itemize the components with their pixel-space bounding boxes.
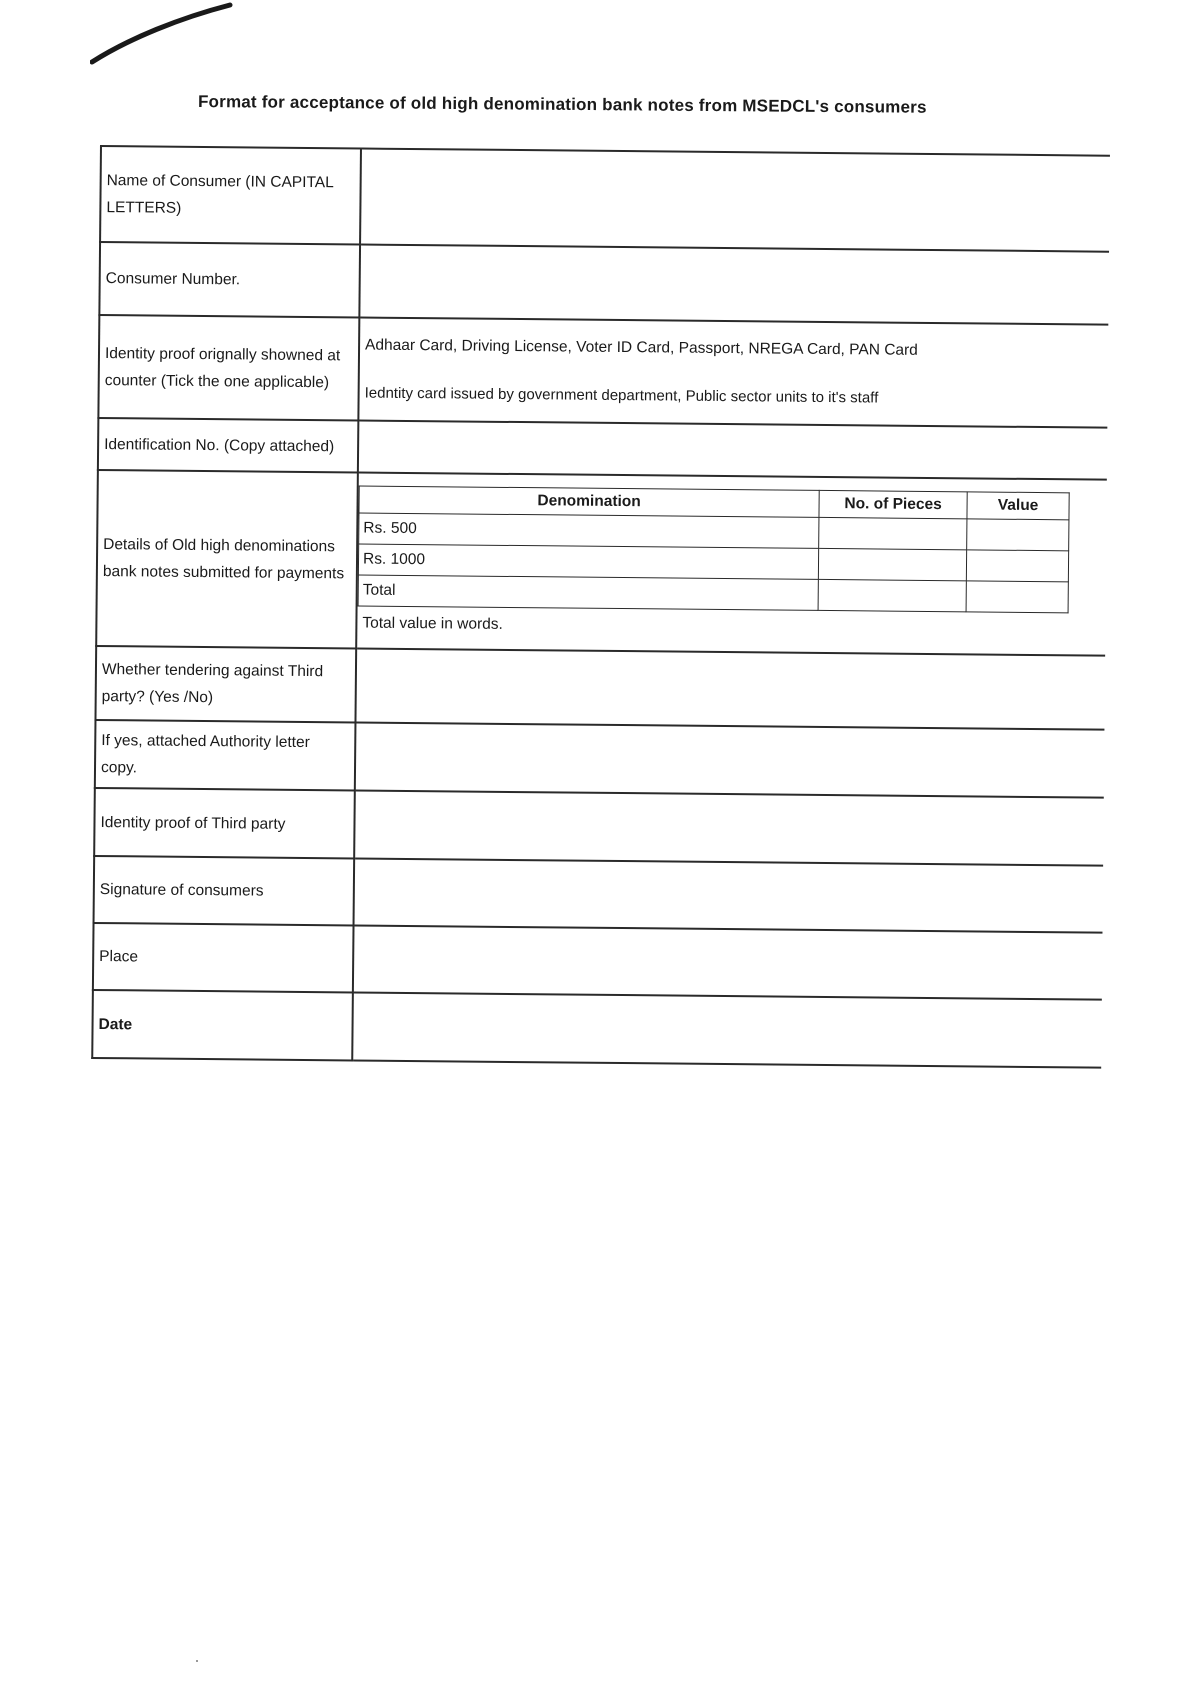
denomination-1000: Rs. 1000 — [358, 544, 818, 579]
header-value: Value — [967, 491, 1069, 519]
pieces-1000-field[interactable] — [818, 548, 966, 580]
label-authority-letter: If yes, attached Authority letter copy. — [95, 720, 356, 790]
field-third-party-id[interactable] — [354, 790, 1104, 865]
row-third-party-id — [94, 788, 1104, 866]
label-signature: Signature of consumers — [94, 856, 355, 925]
row-third-party — [95, 646, 1105, 730]
label-notes-details: Details of Old high denominations bank notes submitted for payments — [96, 470, 358, 648]
label-third-party: Whether tendering against Third party? (Yes /No) — [95, 646, 356, 722]
label-third-party-id: Identity proof of Third party — [94, 788, 355, 858]
field-date[interactable] — [352, 992, 1102, 1067]
header-denomination: Denomination — [359, 486, 819, 517]
acceptance-form — [91, 145, 1110, 1069]
denomination-total: Total — [358, 575, 818, 610]
field-identification-no[interactable] — [358, 420, 1107, 479]
total-value-in-words[interactable]: Total value in words. — [362, 614, 503, 633]
pen-stroke-mark — [90, 0, 250, 75]
row-identification-no — [98, 418, 1107, 480]
field-identity-proof[interactable] — [358, 317, 1108, 427]
row-identity-proof — [98, 315, 1108, 428]
field-signature[interactable] — [354, 858, 1104, 932]
row-consumer-number — [99, 242, 1109, 325]
field-consumer-number[interactable] — [359, 245, 1109, 325]
row-date — [92, 990, 1102, 1068]
label-date: Date — [92, 990, 353, 1060]
notes-table — [358, 485, 1070, 613]
label-place: Place — [93, 923, 354, 992]
field-consumer-name[interactable] — [360, 149, 1110, 252]
value-500-field[interactable] — [967, 518, 1069, 550]
document-title: Format for acceptance of old high denomination bank notes from MSEDCL's consumers — [197, 92, 927, 117]
form-table — [91, 145, 1110, 1069]
row-place — [93, 923, 1103, 1000]
denomination-500: Rs. 500 — [359, 513, 819, 548]
row-authority-letter — [95, 720, 1105, 798]
row-consumer-name — [100, 146, 1110, 252]
label-consumer-number: Consumer Number. — [99, 242, 360, 317]
pieces-500-field[interactable] — [819, 517, 967, 549]
row-signature — [94, 856, 1104, 933]
value-1000-field[interactable] — [966, 549, 1068, 581]
scan-speck — [196, 1660, 198, 1662]
notes-details-cell — [356, 472, 1107, 655]
field-authority-letter[interactable] — [355, 722, 1105, 797]
header-pieces: No. of Pieces — [819, 490, 967, 518]
pieces-total-field[interactable] — [818, 579, 966, 611]
field-place[interactable] — [353, 925, 1103, 999]
identity-options-line-2: Iedntity card issued by government department, Public sector units to it's staff — [364, 384, 879, 406]
identity-options-line-1: Adhaar Card, Driving License, Voter ID Card, Passport, NREGA Card, PAN Card — [365, 336, 918, 359]
label-identification-no: Identification No. (Copy attached) — [98, 418, 358, 472]
label-consumer-name: Name of Consumer (IN CAPITAL LETTERS) — [100, 146, 361, 244]
label-identity-proof: Identity proof orignally showned at counter (Tick the one applicable) — [98, 315, 359, 420]
value-total-field[interactable] — [966, 580, 1068, 612]
field-third-party[interactable] — [355, 648, 1105, 729]
row-notes-details — [96, 470, 1107, 656]
